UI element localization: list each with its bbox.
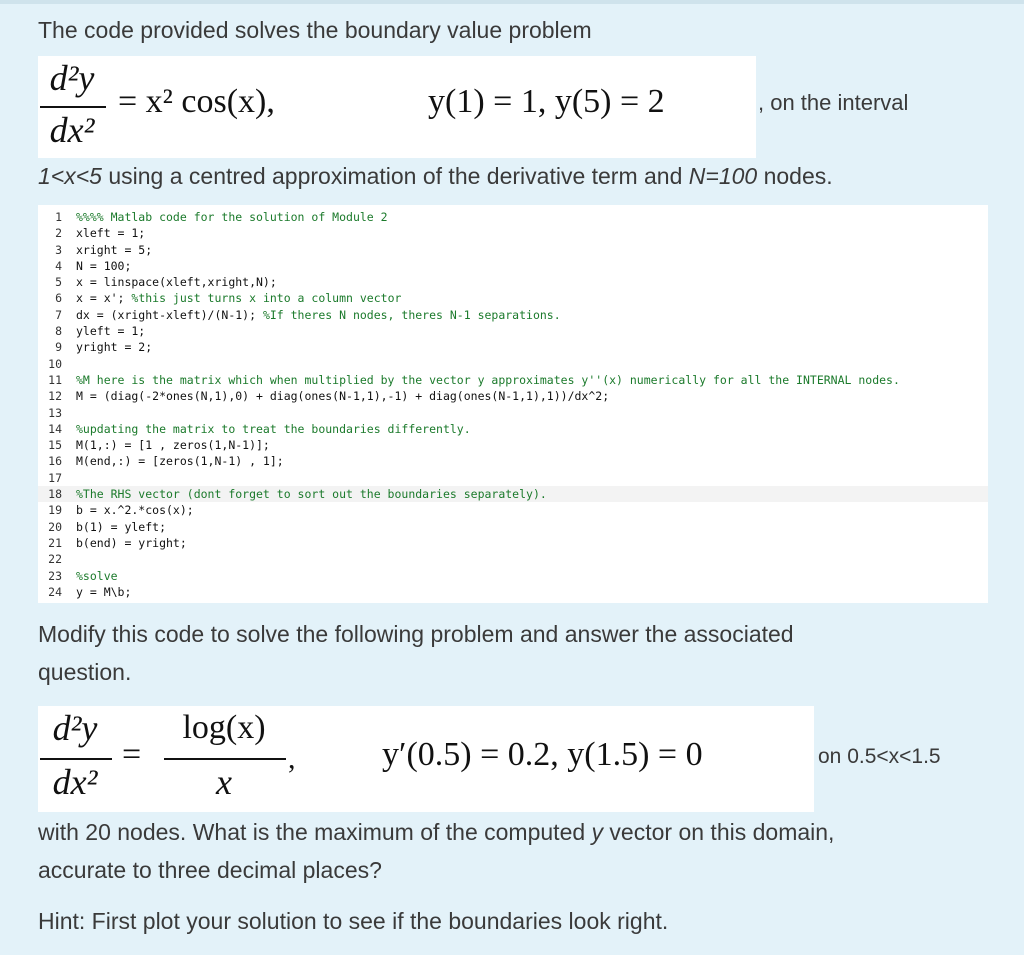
code-line-text: %The RHS vector (dont forget to sort out the boundaries separately). (76, 487, 547, 502)
interval-line (38, 163, 833, 189)
interval-text-b: nodes. (757, 163, 833, 189)
code-line (38, 258, 988, 274)
code-line-number: 10 (48, 356, 62, 371)
top-divider (0, 0, 1024, 4)
code-line-number: 8 (55, 324, 62, 339)
equation-1 (38, 56, 756, 158)
code-line-number: 21 (48, 535, 62, 550)
eq1-boundary-conditions: y(1) = 1, y(5) = 2 (428, 83, 665, 120)
code-line-text: xleft = 1; (76, 226, 146, 241)
eq2-lhs-numerator: d²y (52, 708, 98, 748)
code-line (38, 274, 988, 290)
question-line-1: with 20 nodes. What is the maximum of the computed y vector on this domain, (38, 819, 835, 845)
code-line-text: N = 100; (76, 258, 132, 273)
code-line-number: 20 (48, 519, 62, 534)
code-line (38, 225, 988, 241)
code-line (38, 372, 988, 388)
code-line-number: 3 (55, 242, 62, 257)
node-count: N=100 (688, 163, 758, 189)
code-line-text: yleft = 1; (76, 324, 146, 339)
code-line-number: 2 (55, 226, 62, 241)
code-line (38, 584, 988, 600)
code-line-number: 17 (48, 470, 62, 485)
code-line-text: dx = (xright-xleft)/(N-1); %If theres N nodes, theres N-1 separations. (76, 307, 561, 322)
code-line (38, 405, 988, 421)
code-line-text: xright = 5; (76, 242, 153, 257)
code-line (38, 470, 988, 486)
code-line-number: 5 (55, 275, 62, 290)
eq1-rhs: = x² cos(x), (118, 83, 275, 120)
code-line-text: %updating the matrix to treat the boundaries differently. (76, 421, 471, 436)
code-line-number: 23 (48, 568, 62, 583)
hint-text: Hint: First plot your solution to see if the boundaries look right. (38, 908, 669, 934)
eq2-rhs-fraction-bar (164, 758, 286, 760)
code-line-number: 15 (48, 438, 62, 453)
eq2-lhs-fraction-bar (40, 758, 112, 760)
code-line-number: 13 (48, 405, 62, 420)
modify-text-line-1: Modify this code to solve the following problem and answer the associated (38, 621, 794, 647)
code-line-text: %%%% Matlab code for the solution of Module 2 (76, 210, 388, 224)
code-line (38, 551, 988, 567)
code-line (38, 356, 988, 372)
eq2-boundary-conditions: y′(0.5) = 0.2, y(1.5) = 0 (382, 736, 703, 773)
code-line-text: b(end) = yright; (76, 535, 187, 550)
code-line-number: 18 (48, 487, 62, 502)
code-line-text: yright = 2; (76, 340, 153, 355)
code-line (38, 437, 988, 453)
code-line-text: %M here is the matrix which when multiplied by the vector y approximates y''(x) numerically for all the INTERNAL nodes. (76, 372, 900, 387)
equation-2: d²y dx² = log(x) x , y′(0.5) = 0.2, y(1.5) = 0 (38, 706, 814, 812)
code-line-number: 16 (48, 454, 62, 469)
eq2-interval-label: on 0.5<x<1.5 (818, 745, 941, 768)
code-line (38, 453, 988, 469)
eq2-rhs-numerator: log(x) (182, 709, 266, 746)
intro-text: The code provided solves the boundary value problem (38, 17, 592, 43)
code-line (38, 421, 988, 437)
code-line-number: 7 (55, 307, 62, 322)
code-line (38, 209, 988, 225)
code-line (38, 323, 988, 339)
code-line (38, 242, 988, 258)
code-line (38, 290, 988, 306)
code-line-text: y = M\b; (76, 584, 132, 599)
code-line-text: b = x.^2.*cos(x); (76, 503, 194, 518)
question-line-2: accurate to three decimal places? (38, 857, 382, 883)
code-line-number: 4 (55, 258, 62, 273)
code-line (38, 535, 988, 551)
code-line-text: b(1) = yleft; (76, 519, 167, 534)
interval-text-a: using a centred approximation of the derivative term and (101, 163, 689, 189)
code-line (38, 307, 988, 323)
code-line-number: 12 (48, 389, 62, 404)
code-line-number: 11 (48, 372, 62, 387)
code-line-number: 24 (48, 584, 62, 599)
y-vector-symbol: y (591, 819, 604, 845)
code-line (38, 502, 988, 518)
eq1-fraction-bar (40, 106, 106, 108)
eq2-rhs-denominator: x (216, 762, 232, 802)
code-line-text: M(end,:) = [zeros(1,N-1) , 1]; (76, 454, 284, 469)
code-line-number: 9 (55, 340, 62, 355)
code-line-number: 14 (48, 421, 62, 436)
modify-text-line-2: question. (38, 659, 132, 685)
code-line-number: 1 (55, 210, 62, 224)
code-line-number: 22 (48, 552, 62, 567)
code-line-text: M(1,:) = [1 , zeros(1,N-1)]; (76, 438, 270, 453)
code-line-text: x = x'; %this just turns x into a column vector (76, 291, 402, 306)
code-line-text: %solve (76, 568, 118, 583)
eq2-lhs-denominator: dx² (52, 762, 98, 802)
eq1-lhs-denominator: dx² (49, 110, 95, 150)
code-block (38, 205, 988, 603)
eq1-lhs-numerator: d²y (49, 58, 95, 98)
interval-value: 1<x<5 (38, 163, 102, 189)
code-line-number: 6 (55, 291, 62, 306)
code-line (38, 519, 988, 535)
eq1-interval-label: , on the interval (758, 90, 909, 115)
code-line (38, 388, 988, 404)
code-line-text: x = linspace(xleft,xright,N); (76, 275, 277, 290)
code-line (38, 339, 988, 355)
code-line-number: 19 (48, 503, 62, 518)
code-line (38, 486, 988, 502)
code-line (38, 568, 988, 584)
code-line-text: M = (diag(-2*ones(N,1),0) + diag(ones(N-1,1),-1) + diag(ones(N-1,1),1))/dx^2; (76, 389, 610, 404)
